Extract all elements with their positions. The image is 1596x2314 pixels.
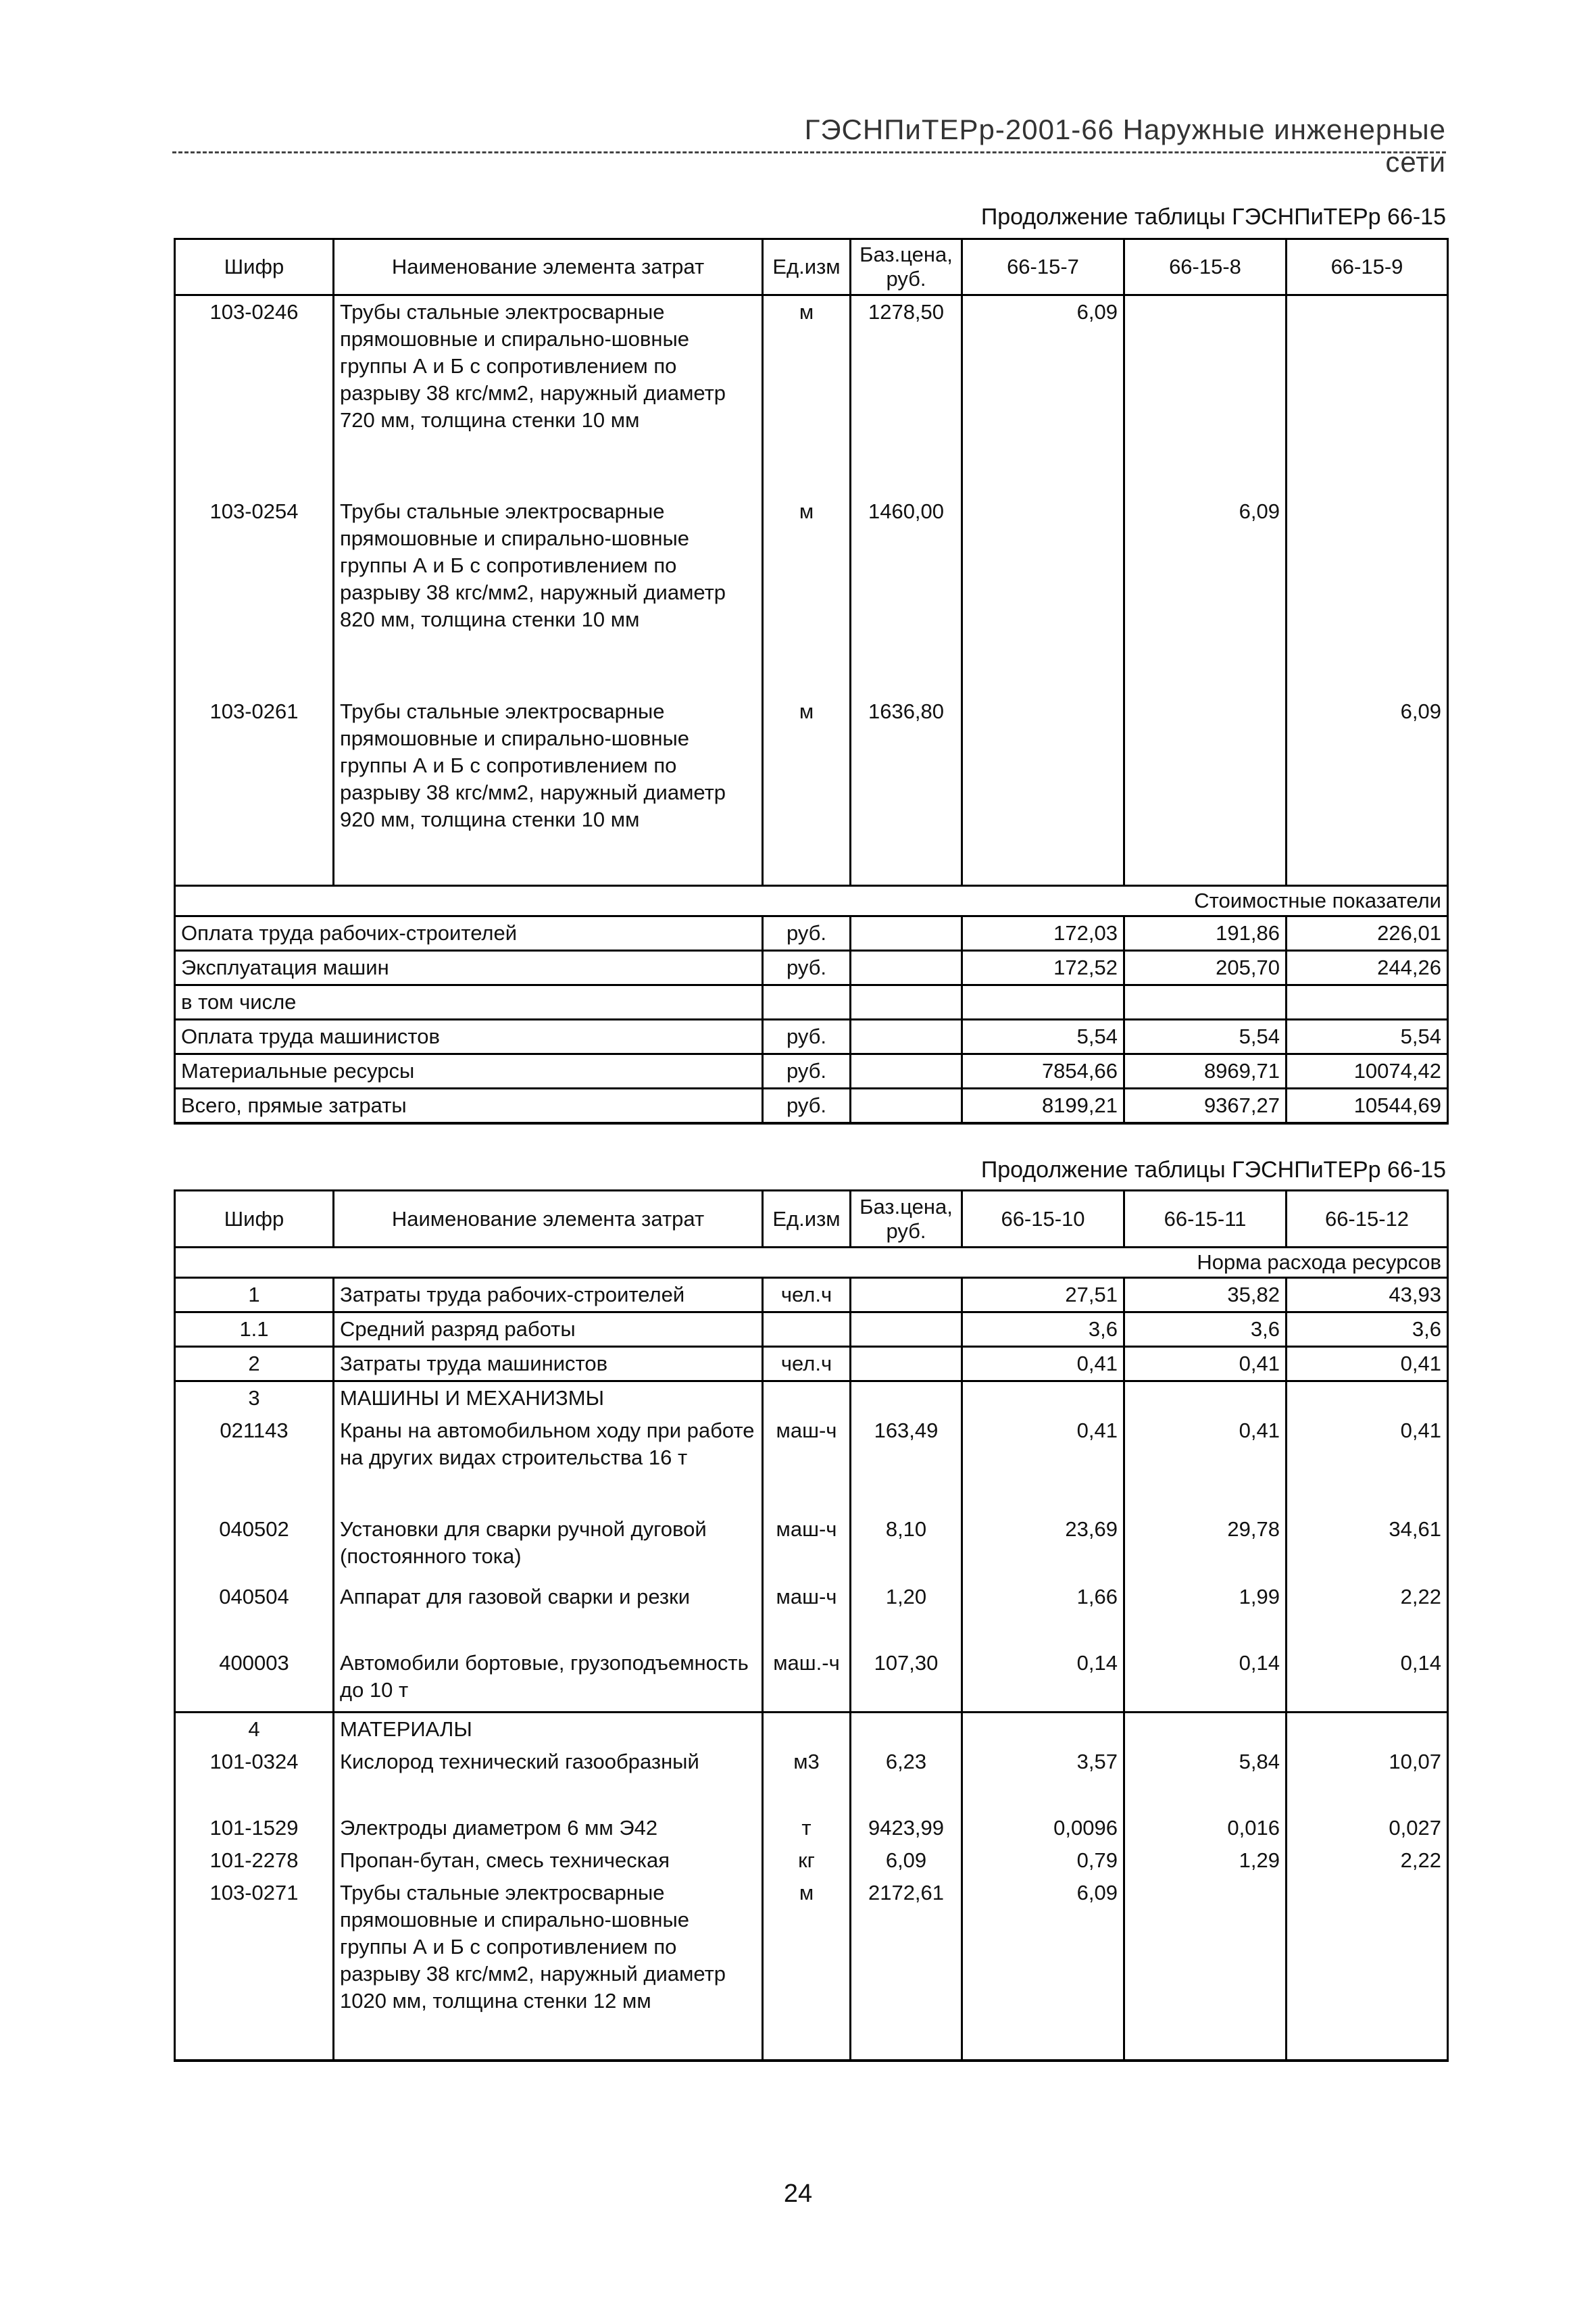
row-value-1	[962, 495, 1124, 695]
row-name: Установки для сварки ручной дуговой (постоянного тока)	[334, 1513, 763, 1581]
summary-row	[175, 1089, 1448, 1124]
row-value-1: 3,6	[962, 1312, 1124, 1347]
row-price	[851, 1712, 962, 1746]
summary-label: Всего, прямые затраты	[175, 1089, 763, 1124]
row-unit: чел.ч	[763, 1278, 851, 1312]
row-unit	[763, 1712, 851, 1746]
row-price	[851, 1381, 962, 1415]
row-code: 021143	[175, 1414, 334, 1513]
row-value-2	[1124, 1712, 1287, 1746]
summary-label: Материальные ресурсы	[175, 1054, 763, 1089]
table-row	[175, 1414, 1448, 1513]
row-unit: м3	[763, 1746, 851, 1812]
section-title: МАШИНЫ И МЕХАНИЗМЫ	[334, 1381, 763, 1415]
row-value-3: 3,6	[1287, 1312, 1448, 1347]
row-value-3: 2,22	[1287, 1581, 1448, 1647]
row-unit: маш-ч	[763, 1513, 851, 1581]
row-name: Аппарат для газовой сварки и резки	[334, 1581, 763, 1647]
row-value-1: 6,09	[962, 1877, 1124, 2061]
row-code: 103-0254	[175, 495, 334, 695]
table2-header-code: Шифр	[175, 1191, 334, 1248]
section-title: МАТЕРИАЛЫ	[334, 1712, 763, 1746]
row-code: 103-0271	[175, 1877, 334, 2061]
summary-row	[175, 985, 1448, 1020]
row-price: 6,09	[851, 1844, 962, 1877]
section-row	[175, 1381, 1448, 1415]
row-price: 1278,50	[851, 295, 962, 495]
row-price: 1636,80	[851, 695, 962, 886]
row-name: Средний разряд работы	[334, 1312, 763, 1347]
summary-value-2: 205,70	[1124, 951, 1287, 985]
summary-value-1: 172,52	[962, 951, 1124, 985]
row-code: 101-0324	[175, 1746, 334, 1812]
summary-row	[175, 951, 1448, 985]
row-value-2: 0,41	[1124, 1347, 1287, 1381]
row-name: Пропан-бутан, смесь техническая	[334, 1844, 763, 1877]
row-name: Краны на автомобильном ходу при работе на других видах строительства 16 т	[334, 1414, 763, 1513]
table-row	[175, 1844, 1448, 1877]
summary-empty	[851, 1054, 962, 1089]
row-value-1: 0,14	[962, 1647, 1124, 1712]
row-price: 2172,61	[851, 1877, 962, 2061]
cost-label-row	[175, 886, 1448, 916]
table-row	[175, 1278, 1448, 1312]
row-value-2: 3,6	[1124, 1312, 1287, 1347]
row-code: 2	[175, 1347, 334, 1381]
row-value-3: 0,027	[1287, 1812, 1448, 1844]
row-value-1: 0,41	[962, 1414, 1124, 1513]
row-code: 101-1529	[175, 1812, 334, 1844]
row-value-1: 23,69	[962, 1513, 1124, 1581]
summary-label: Эксплуатация машин	[175, 951, 763, 985]
row-value-3	[1287, 495, 1448, 695]
row-value-3: 2,22	[1287, 1844, 1448, 1877]
summary-empty	[851, 985, 962, 1020]
row-value-3: 0,41	[1287, 1347, 1448, 1381]
row-unit: чел.ч	[763, 1347, 851, 1381]
table-row	[175, 1746, 1448, 1812]
summary-row	[175, 916, 1448, 951]
running-head: ГЭСНПиТЕРр-2001-66 Наружные инженерные сети	[804, 114, 1446, 178]
row-code: 040502	[175, 1513, 334, 1581]
row-value-1: 3,57	[962, 1746, 1124, 1812]
row-unit	[763, 1381, 851, 1415]
row-unit: т	[763, 1812, 851, 1844]
table-row	[175, 1581, 1448, 1647]
summary-value-2: 8969,71	[1124, 1054, 1287, 1089]
row-unit: м	[763, 695, 851, 886]
summary-value-3: 226,01	[1287, 916, 1448, 951]
row-unit	[763, 1312, 851, 1347]
table2-header-price: Баз.цена, руб.	[851, 1191, 962, 1248]
table-row	[175, 1877, 1448, 2061]
table2-header-unit: Ед.изм	[763, 1191, 851, 1248]
table-row	[175, 295, 1448, 495]
row-value-3: 10,07	[1287, 1746, 1448, 1812]
table-row	[175, 695, 1448, 886]
row-code: 040504	[175, 1581, 334, 1647]
row-price: 6,23	[851, 1746, 962, 1812]
summary-value-3: 10074,42	[1287, 1054, 1448, 1089]
row-value-2: 35,82	[1124, 1278, 1287, 1312]
row-value-2: 6,09	[1124, 495, 1287, 695]
summary-value-3: 5,54	[1287, 1020, 1448, 1054]
row-name: Трубы стальные электросварные прямошовные и спирально-шовные группы А и Б с сопротивлением по разрыву 38 кгс/мм2, наружный диаметр 820 мм, толщина стенки 10 мм	[334, 495, 763, 695]
table1-header-code: Шифр	[175, 239, 334, 295]
summary-label: Оплата труда рабочих-строителей	[175, 916, 763, 951]
row-price	[851, 1312, 962, 1347]
table1	[174, 238, 1449, 1125]
summary-value-3	[1287, 985, 1448, 1020]
row-value-1: 1,66	[962, 1581, 1124, 1647]
summary-value-1: 7854,66	[962, 1054, 1124, 1089]
summary-value-1	[962, 985, 1124, 1020]
row-value-3: 43,93	[1287, 1278, 1448, 1312]
row-name: Затраты труда машинистов	[334, 1347, 763, 1381]
row-code: 103-0246	[175, 295, 334, 495]
row-unit: кг	[763, 1844, 851, 1877]
row-value-3: 6,09	[1287, 695, 1448, 886]
summary-value-2: 191,86	[1124, 916, 1287, 951]
summary-value-2: 9367,27	[1124, 1089, 1287, 1124]
table-row	[175, 495, 1448, 695]
summary-value-1: 5,54	[962, 1020, 1124, 1054]
summary-value-1: 172,03	[962, 916, 1124, 951]
table1-header-col2: 66-15-8	[1124, 239, 1287, 295]
norm-label-row	[175, 1248, 1448, 1278]
row-price: 9423,99	[851, 1812, 962, 1844]
summary-empty	[851, 916, 962, 951]
table2-header-name: Наименование элемента затрат	[334, 1191, 763, 1248]
summary-empty	[851, 1089, 962, 1124]
summary-empty	[851, 951, 962, 985]
summary-value-2: 5,54	[1124, 1020, 1287, 1054]
row-value-1	[962, 1381, 1124, 1415]
cost-label: Стоимостные показатели	[175, 886, 1448, 916]
summary-empty	[851, 1020, 962, 1054]
summary-label: в том числе	[175, 985, 763, 1020]
summary-value-3: 244,26	[1287, 951, 1448, 985]
summary-unit: руб.	[763, 1020, 851, 1054]
row-name: Затраты труда рабочих-строителей	[334, 1278, 763, 1312]
table2-header-col1: 66-15-10	[962, 1191, 1124, 1248]
table2-header-col2: 66-15-11	[1124, 1191, 1287, 1248]
row-value-1: 27,51	[962, 1278, 1124, 1312]
row-name: Автомобили бортовые, грузоподъемность до 10 т	[334, 1647, 763, 1712]
row-price: 1460,00	[851, 495, 962, 695]
table2-header-col3: 66-15-12	[1287, 1191, 1448, 1248]
table1-header-price: Баз.цена, руб.	[851, 239, 962, 295]
row-value-2: 29,78	[1124, 1513, 1287, 1581]
summary-unit: руб.	[763, 1089, 851, 1124]
row-code: 103-0261	[175, 695, 334, 886]
summary-value-1: 8199,21	[962, 1089, 1124, 1124]
table2-caption: Продолжение таблицы ГЭСНПиТЕРр 66-15	[980, 1157, 1446, 1183]
row-value-1	[962, 1712, 1124, 1746]
table-row	[175, 1647, 1448, 1712]
row-value-1: 0,79	[962, 1844, 1124, 1877]
page-number: 24	[783, 2180, 813, 2208]
row-value-3	[1287, 1712, 1448, 1746]
row-value-3	[1287, 1381, 1448, 1415]
summary-unit	[763, 985, 851, 1020]
summary-value-2	[1124, 985, 1287, 1020]
section-row	[175, 1712, 1448, 1746]
row-value-2: 5,84	[1124, 1746, 1287, 1812]
row-price	[851, 1278, 962, 1312]
row-value-3	[1287, 295, 1448, 495]
row-value-2	[1124, 1381, 1287, 1415]
row-unit: маш-ч	[763, 1581, 851, 1647]
norm-label: Норма расхода ресурсов	[175, 1248, 1448, 1278]
row-unit: маш.-ч	[763, 1647, 851, 1712]
table-row	[175, 1513, 1448, 1581]
table-row	[175, 1312, 1448, 1347]
row-name: Электроды диаметром 6 мм Э42	[334, 1812, 763, 1844]
row-unit: м	[763, 1877, 851, 2061]
row-value-2: 1,99	[1124, 1581, 1287, 1647]
section-code: 3	[175, 1381, 334, 1415]
table1-header-unit: Ед.изм	[763, 239, 851, 295]
row-unit: маш-ч	[763, 1414, 851, 1513]
row-value-2: 1,29	[1124, 1844, 1287, 1877]
summary-label: Оплата труда машинистов	[175, 1020, 763, 1054]
row-value-3	[1287, 1877, 1448, 2061]
summary-value-3: 10544,69	[1287, 1089, 1448, 1124]
header-rule	[172, 151, 1446, 153]
row-price: 1,20	[851, 1581, 962, 1647]
row-value-3: 0,14	[1287, 1647, 1448, 1712]
row-value-3: 0,41	[1287, 1414, 1448, 1513]
row-value-2	[1124, 1877, 1287, 2061]
row-price: 107,30	[851, 1647, 962, 1712]
summary-row	[175, 1054, 1448, 1089]
row-code: 1	[175, 1278, 334, 1312]
row-value-2: 0,41	[1124, 1414, 1287, 1513]
row-price: 163,49	[851, 1414, 962, 1513]
row-value-1: 0,0096	[962, 1812, 1124, 1844]
row-value-2	[1124, 295, 1287, 495]
row-value-3: 34,61	[1287, 1513, 1448, 1581]
row-value-2: 0,016	[1124, 1812, 1287, 1844]
row-code: 101-2278	[175, 1844, 334, 1877]
table1-header-col3: 66-15-9	[1287, 239, 1448, 295]
row-name: Кислород технический газообразный	[334, 1746, 763, 1812]
summary-unit: руб.	[763, 951, 851, 985]
row-value-1: 6,09	[962, 295, 1124, 495]
table-row	[175, 1347, 1448, 1381]
summary-row	[175, 1020, 1448, 1054]
table-row	[175, 1812, 1448, 1844]
table1-header-col1: 66-15-7	[962, 239, 1124, 295]
row-unit: м	[763, 295, 851, 495]
row-value-2	[1124, 695, 1287, 886]
row-value-2: 0,14	[1124, 1647, 1287, 1712]
row-value-1	[962, 695, 1124, 886]
row-price	[851, 1347, 962, 1381]
row-value-1: 0,41	[962, 1347, 1124, 1381]
summary-unit: руб.	[763, 916, 851, 951]
row-name: Трубы стальные электросварные прямошовные и спирально-шовные группы А и Б с сопротивлением по разрыву 38 кгс/мм2, наружный диаметр 1020 мм, толщина стенки 12 мм	[334, 1877, 763, 2061]
table2	[174, 1189, 1449, 2062]
row-code: 400003	[175, 1647, 334, 1712]
table1-caption: Продолжение таблицы ГЭСНПиТЕРр 66-15	[980, 204, 1446, 230]
row-name: Трубы стальные электросварные прямошовные и спирально-шовные группы А и Б с сопротивлением по разрыву 38 кгс/мм2, наружный диаметр 920 мм, толщина стенки 10 мм	[334, 695, 763, 886]
row-unit: м	[763, 495, 851, 695]
row-code: 1.1	[175, 1312, 334, 1347]
table1-header-name: Наименование элемента затрат	[334, 239, 763, 295]
section-code: 4	[175, 1712, 334, 1746]
summary-unit: руб.	[763, 1054, 851, 1089]
row-name: Трубы стальные электросварные прямошовные и спирально-шовные группы А и Б с сопротивлением по разрыву 38 кгс/мм2, наружный диаметр 720 мм, толщина стенки 10 мм	[334, 295, 763, 495]
row-price: 8,10	[851, 1513, 962, 1581]
